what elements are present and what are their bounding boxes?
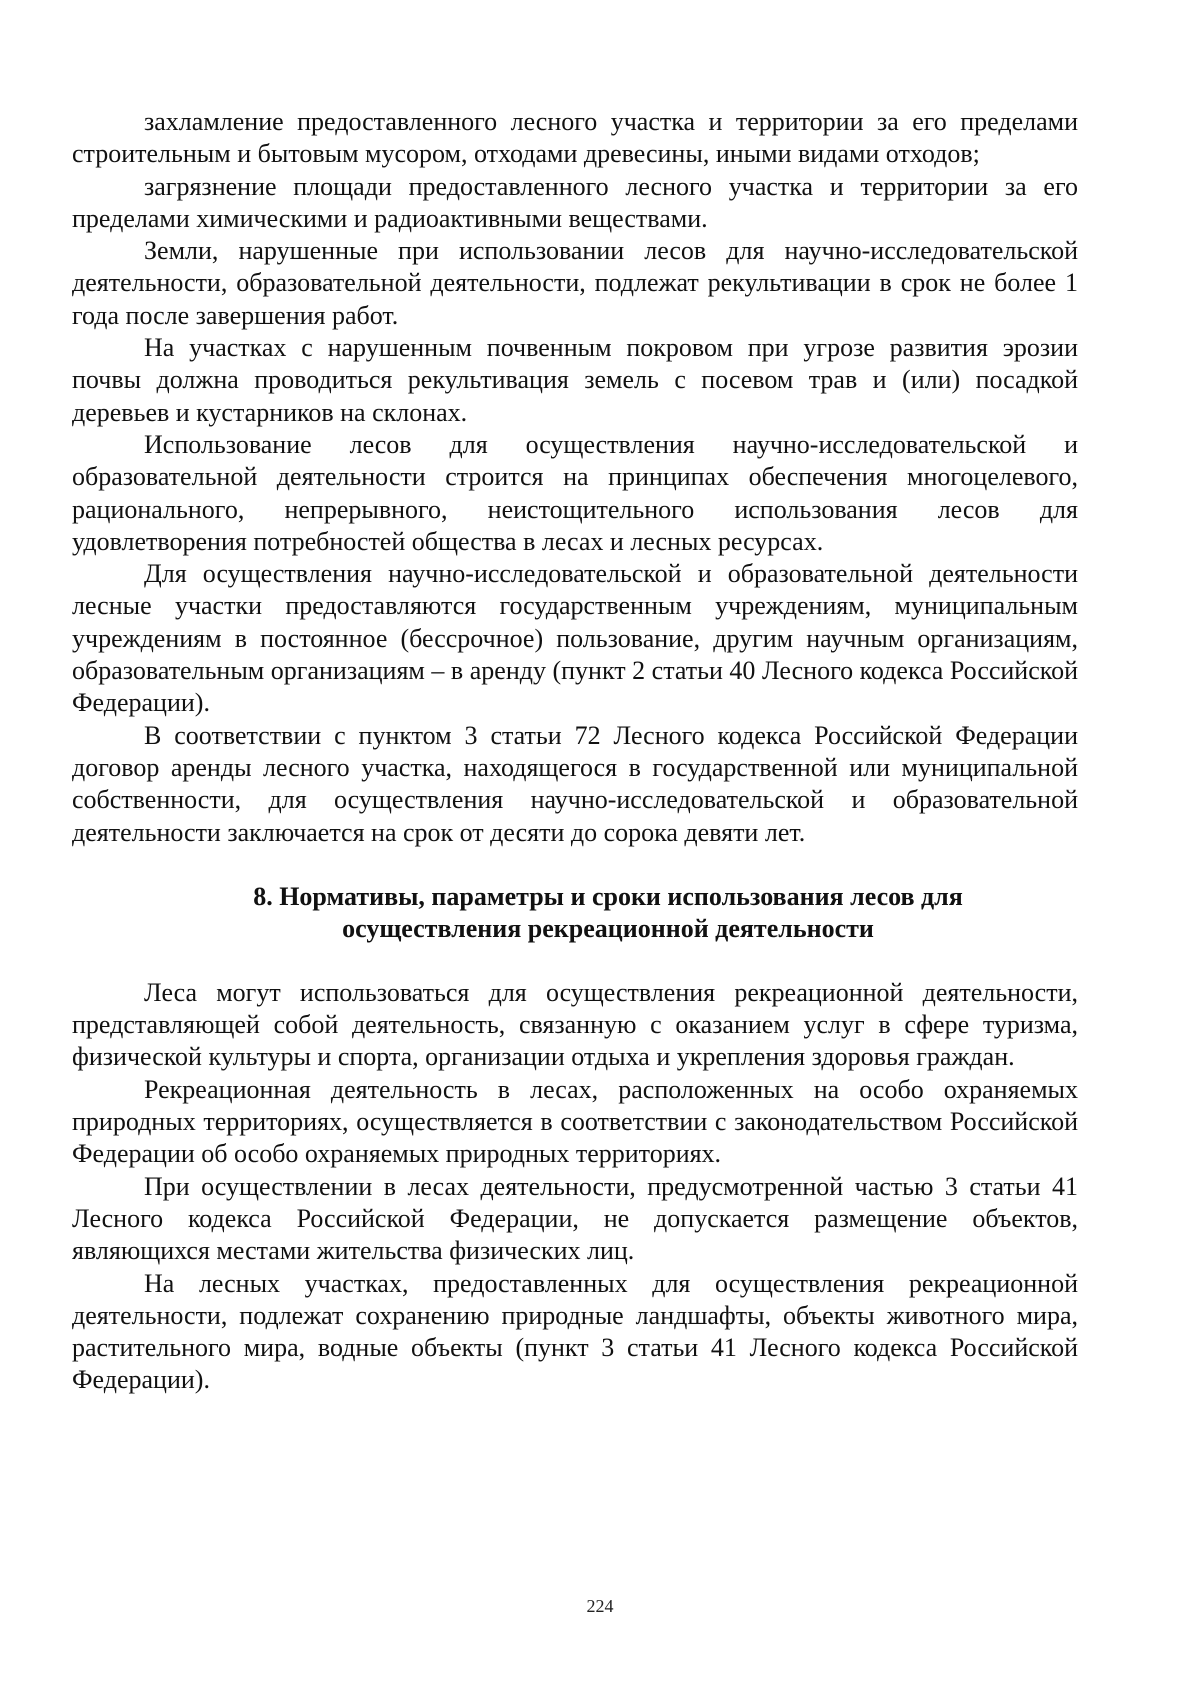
section-heading-line-2: осуществления рекреационной деятельности bbox=[342, 913, 874, 943]
paragraph: На участках с нарушенным почвенным покровом при угрозе развития эрозии почвы должна проводиться рекультивация земель с посевом трав и (или) посадкой деревьев и кустарников на склонах. bbox=[72, 333, 1078, 427]
paragraph: При осуществлении в лесах деятельности, предусмотренной частью 3 статьи 41 Лесного кодекса Российской Федерации, не допускается размещение объектов, являющихся местами жительства физических лиц. bbox=[72, 1171, 1078, 1266]
page-number: 224 bbox=[586, 1596, 614, 1616]
paragraph: Земли, нарушенные при использовании лесов для научно-исследовательской деятельности, образовательной деятельности, подлежат рекультивации в срок не более 1 года после завершения работ. bbox=[72, 236, 1078, 330]
paragraph: загрязнение площади предоставленного лесного участка и территории за его пределами химическими и радиоактивными веществами. bbox=[72, 171, 1078, 233]
paragraph: Рекреационная деятельность в лесах, расположенных на особо охраняемых природных территориях, осуществляется в соответствии с законодательством Российской Федерации об особо охраняемых природных территориях. bbox=[72, 1074, 1078, 1169]
section-heading bbox=[72, 881, 1078, 945]
paragraph: Для осуществления научно-исследовательской и образовательной деятельности лесные участки предоставляются государственным учреждениям, муниципальным учреждениям в постоянное (бессрочное) пользование, другим научным организациям, образовательным организациям – в аренду (пункт 2 статьи 40 Лесного кодекса Российской Федерации). bbox=[72, 559, 1078, 718]
section-heading-line-1: 8. Нормативы, параметры и сроки использования лесов для bbox=[253, 881, 963, 911]
paragraph: захламление предоставленного лесного участка и территории за его пределами строительным и бытовым мусором, отходами древесины, иными видами отходов; bbox=[72, 107, 1078, 169]
document-page bbox=[72, 106, 1078, 1397]
paragraph: На лесных участках, предоставленных для осуществления рекреационной деятельности, подлежат сохранению природные ландшафты, объекты животного мира, растительного мира, водные объекты (пункт 3 статьи 41 Лесного кодекса Российской Федерации). bbox=[72, 1268, 1078, 1395]
paragraph: Леса могут использоваться для осуществления рекреационной деятельности, представляющей собой деятельность, связанную с оказанием услуг в сфере туризма, физической культуры и спорта, организации отдыха и укрепления здоровья граждан. bbox=[72, 977, 1078, 1072]
paragraph: В соответствии с пунктом 3 статьи 72 Лесного кодекса Российской Федерации договор аренды лесного участка, находящегося в государственной или муниципальной собственности, для осуществления научно-исследовательской и образовательной деятельности заключается на срок от десяти до сорока девяти лет. bbox=[72, 720, 1078, 847]
paragraph: Использование лесов для осуществления научно-исследовательской и образовательной деятельности строится на принципах обеспечения многоцелевого, рационального, непрерывного, неистощительного использования лесов для удовлетворения потребностей общества в лесах и лесных ресурсах. bbox=[72, 429, 1078, 556]
